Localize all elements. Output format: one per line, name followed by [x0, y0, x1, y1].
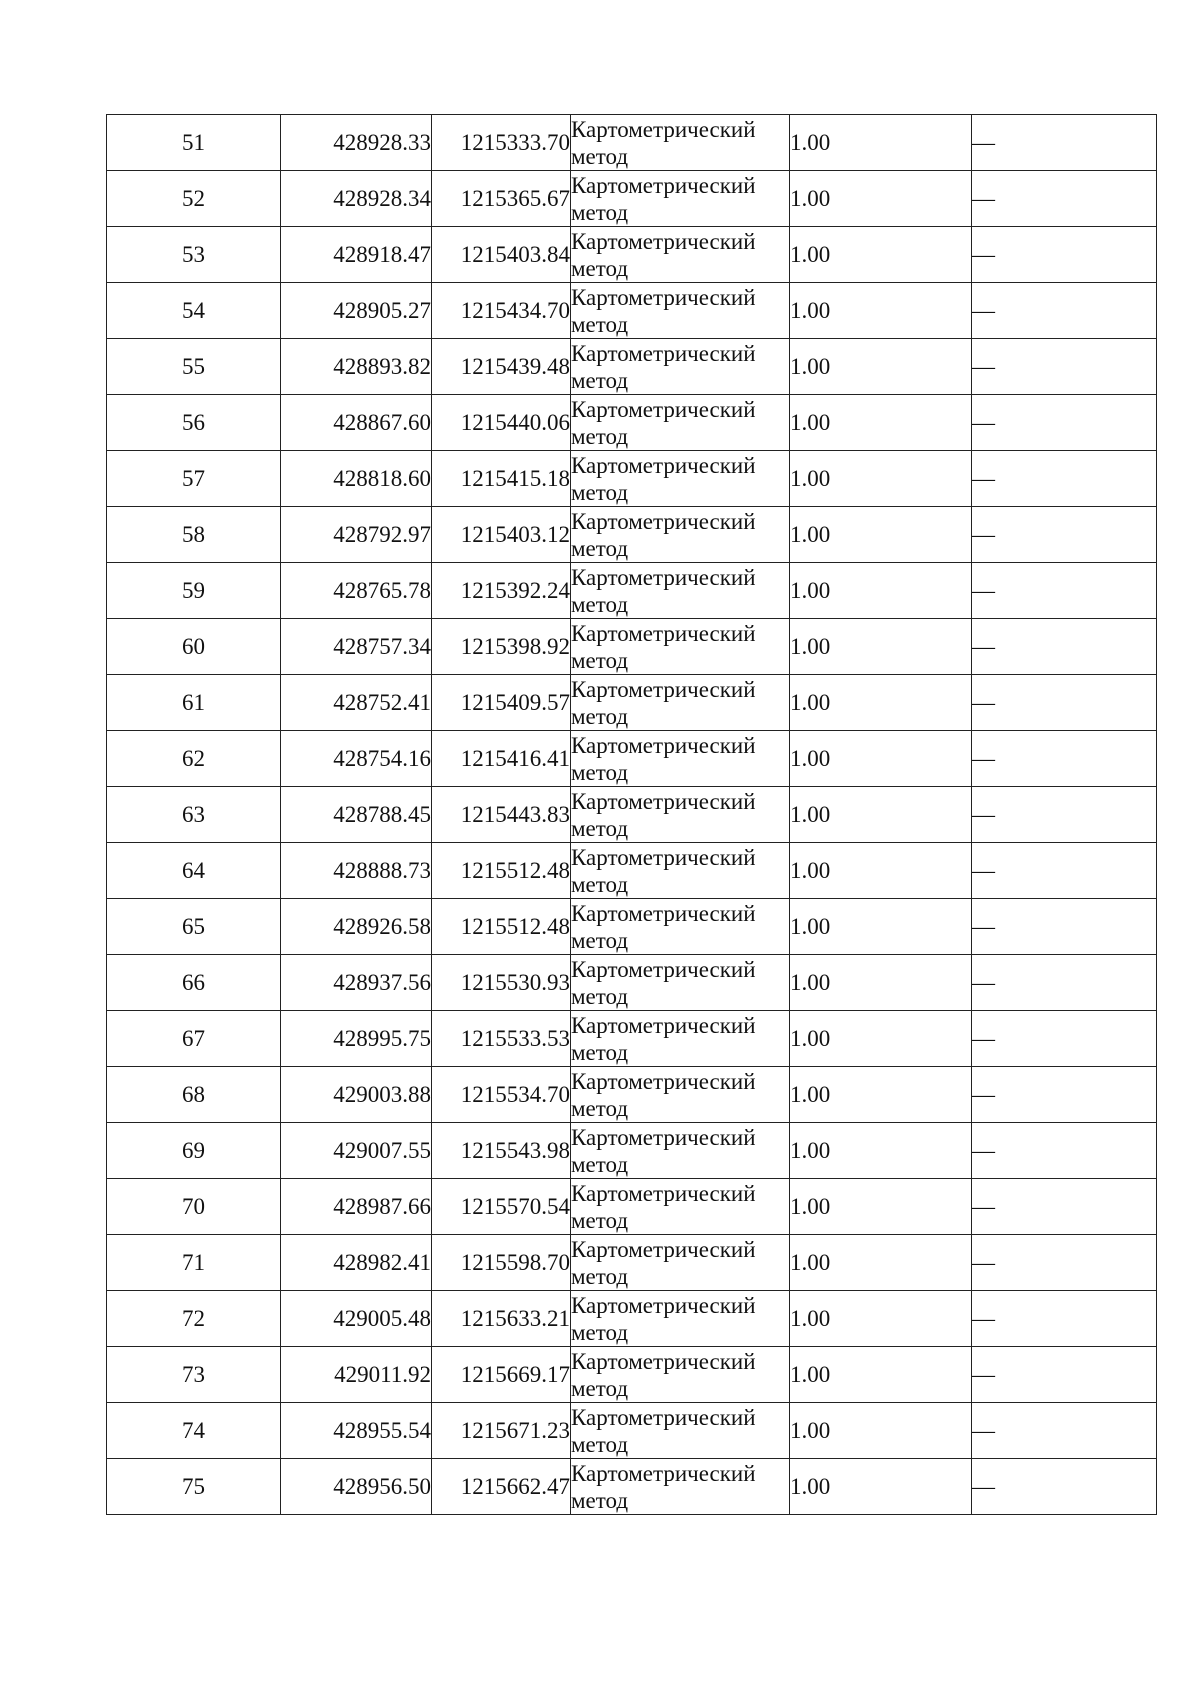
table-row — [107, 563, 1157, 619]
x-coordinate-cell: 428918.47 — [281, 227, 432, 283]
point-number-cell: 52 — [107, 171, 281, 227]
point-number-cell: 73 — [107, 1347, 281, 1403]
table-row — [107, 675, 1157, 731]
precision-cell: 1.00 — [790, 1403, 972, 1459]
method-line-2: метод — [571, 479, 629, 505]
description-cell: — — [972, 675, 1157, 731]
y-coordinate-cell: 1215392.24 — [432, 563, 571, 619]
precision-cell: 1.00 — [790, 675, 972, 731]
description-cell: — — [972, 1011, 1157, 1067]
precision-cell: 1.00 — [790, 507, 972, 563]
table-row — [107, 899, 1157, 955]
precision-cell: 1.00 — [790, 451, 972, 507]
method-line-2: метод — [571, 199, 629, 225]
point-number-cell: 67 — [107, 1011, 281, 1067]
method-line-1: Картометрический — [571, 620, 756, 646]
y-coordinate-cell: 1215669.17 — [432, 1347, 571, 1403]
method-line-2: метод — [571, 815, 629, 841]
method-line-1: Картометрический — [571, 788, 756, 814]
method-line-2: метод — [571, 1431, 629, 1457]
method-line-2: метод — [571, 1207, 629, 1233]
point-number-cell: 75 — [107, 1459, 281, 1515]
precision-cell: 1.00 — [790, 1347, 972, 1403]
x-coordinate-cell: 429007.55 — [281, 1123, 432, 1179]
method-cell — [571, 451, 790, 507]
method-cell — [571, 507, 790, 563]
y-coordinate-cell: 1215333.70 — [432, 115, 571, 171]
description-cell: — — [972, 451, 1157, 507]
table-row — [107, 115, 1157, 171]
precision-cell: 1.00 — [790, 1011, 972, 1067]
point-number-cell: 71 — [107, 1235, 281, 1291]
x-coordinate-cell: 428905.27 — [281, 283, 432, 339]
table-row — [107, 619, 1157, 675]
point-number-cell: 51 — [107, 115, 281, 171]
method-line-1: Картометрический — [571, 284, 756, 310]
method-line-2: метод — [571, 647, 629, 673]
precision-cell: 1.00 — [790, 955, 972, 1011]
point-number-cell: 65 — [107, 899, 281, 955]
method-line-2: метод — [571, 535, 629, 561]
table-row — [107, 955, 1157, 1011]
point-number-cell: 66 — [107, 955, 281, 1011]
method-cell — [571, 899, 790, 955]
point-number-cell: 69 — [107, 1123, 281, 1179]
precision-cell: 1.00 — [790, 1291, 972, 1347]
point-number-cell: 62 — [107, 731, 281, 787]
y-coordinate-cell: 1215671.23 — [432, 1403, 571, 1459]
description-cell: — — [972, 283, 1157, 339]
method-line-1: Картометрический — [571, 1012, 756, 1038]
point-number-cell: 74 — [107, 1403, 281, 1459]
x-coordinate-cell: 428792.97 — [281, 507, 432, 563]
precision-cell: 1.00 — [790, 171, 972, 227]
method-cell — [571, 1459, 790, 1515]
table-row — [107, 171, 1157, 227]
method-cell — [571, 1123, 790, 1179]
precision-cell: 1.00 — [790, 619, 972, 675]
method-line-1: Картометрический — [571, 396, 756, 422]
method-cell — [571, 955, 790, 1011]
table-row — [107, 1067, 1157, 1123]
method-line-2: метод — [571, 871, 629, 897]
method-line-2: метод — [571, 1487, 629, 1513]
method-cell — [571, 395, 790, 451]
method-line-2: метод — [571, 255, 629, 281]
method-line-2: метод — [571, 983, 629, 1009]
point-number-cell: 64 — [107, 843, 281, 899]
method-cell — [571, 563, 790, 619]
method-cell — [571, 171, 790, 227]
method-line-2: метод — [571, 1151, 629, 1177]
method-line-1: Картометрический — [571, 172, 756, 198]
y-coordinate-cell: 1215439.48 — [432, 339, 571, 395]
x-coordinate-cell: 428752.41 — [281, 675, 432, 731]
point-number-cell: 63 — [107, 787, 281, 843]
point-number-cell: 59 — [107, 563, 281, 619]
y-coordinate-cell: 1215365.67 — [432, 171, 571, 227]
description-cell: — — [972, 115, 1157, 171]
description-cell: — — [972, 731, 1157, 787]
x-coordinate-cell: 428928.33 — [281, 115, 432, 171]
table-row — [107, 227, 1157, 283]
point-number-cell: 72 — [107, 1291, 281, 1347]
x-coordinate-cell: 429005.48 — [281, 1291, 432, 1347]
method-cell — [571, 843, 790, 899]
method-line-1: Картометрический — [571, 844, 756, 870]
description-cell: — — [972, 1067, 1157, 1123]
y-coordinate-cell: 1215570.54 — [432, 1179, 571, 1235]
coordinates-table-body — [107, 115, 1157, 1515]
table-row — [107, 283, 1157, 339]
y-coordinate-cell: 1215512.48 — [432, 899, 571, 955]
x-coordinate-cell: 428893.82 — [281, 339, 432, 395]
table-row — [107, 451, 1157, 507]
method-line-1: Картометрический — [571, 1404, 756, 1430]
x-coordinate-cell: 428888.73 — [281, 843, 432, 899]
x-coordinate-cell: 428956.50 — [281, 1459, 432, 1515]
point-number-cell: 57 — [107, 451, 281, 507]
x-coordinate-cell: 428754.16 — [281, 731, 432, 787]
precision-cell: 1.00 — [790, 1123, 972, 1179]
table-row — [107, 1235, 1157, 1291]
y-coordinate-cell: 1215512.48 — [432, 843, 571, 899]
method-line-1: Картометрический — [571, 1460, 756, 1486]
method-line-2: метод — [571, 311, 629, 337]
description-cell: — — [972, 1459, 1157, 1515]
precision-cell: 1.00 — [790, 1067, 972, 1123]
method-cell — [571, 283, 790, 339]
precision-cell: 1.00 — [790, 339, 972, 395]
precision-cell: 1.00 — [790, 731, 972, 787]
table-row — [107, 1403, 1157, 1459]
precision-cell: 1.00 — [790, 115, 972, 171]
method-cell — [571, 1067, 790, 1123]
precision-cell: 1.00 — [790, 563, 972, 619]
point-number-cell: 61 — [107, 675, 281, 731]
x-coordinate-cell: 428765.78 — [281, 563, 432, 619]
description-cell: — — [972, 1123, 1157, 1179]
method-cell — [571, 115, 790, 171]
method-cell — [571, 1011, 790, 1067]
method-line-1: Картометрический — [571, 452, 756, 478]
description-cell: — — [972, 507, 1157, 563]
y-coordinate-cell: 1215443.83 — [432, 787, 571, 843]
precision-cell: 1.00 — [790, 395, 972, 451]
method-line-2: метод — [571, 1039, 629, 1065]
table-row — [107, 1459, 1157, 1515]
description-cell: — — [972, 563, 1157, 619]
y-coordinate-cell: 1215403.84 — [432, 227, 571, 283]
y-coordinate-cell: 1215534.70 — [432, 1067, 571, 1123]
table-row — [107, 787, 1157, 843]
precision-cell: 1.00 — [790, 787, 972, 843]
method-cell — [571, 227, 790, 283]
method-line-2: метод — [571, 1375, 629, 1401]
table-row — [107, 843, 1157, 899]
method-cell — [571, 1347, 790, 1403]
point-number-cell: 55 — [107, 339, 281, 395]
x-coordinate-cell: 428788.45 — [281, 787, 432, 843]
point-number-cell: 68 — [107, 1067, 281, 1123]
method-line-2: метод — [571, 703, 629, 729]
point-number-cell: 56 — [107, 395, 281, 451]
y-coordinate-cell: 1215434.70 — [432, 283, 571, 339]
method-cell — [571, 675, 790, 731]
precision-cell: 1.00 — [790, 1235, 972, 1291]
description-cell: — — [972, 395, 1157, 451]
description-cell: — — [972, 171, 1157, 227]
method-line-2: метод — [571, 591, 629, 617]
y-coordinate-cell: 1215662.47 — [432, 1459, 571, 1515]
precision-cell: 1.00 — [790, 1459, 972, 1515]
method-line-1: Картометрический — [571, 900, 756, 926]
x-coordinate-cell: 428928.34 — [281, 171, 432, 227]
method-line-1: Картометрический — [571, 1180, 756, 1206]
method-cell — [571, 787, 790, 843]
description-cell: — — [972, 1235, 1157, 1291]
method-line-1: Картометрический — [571, 564, 756, 590]
y-coordinate-cell: 1215398.92 — [432, 619, 571, 675]
method-line-2: метод — [571, 759, 629, 785]
description-cell: — — [972, 1347, 1157, 1403]
x-coordinate-cell: 428987.66 — [281, 1179, 432, 1235]
precision-cell: 1.00 — [790, 1179, 972, 1235]
method-line-2: метод — [571, 143, 629, 169]
method-line-1: Картометрический — [571, 1124, 756, 1150]
x-coordinate-cell: 428982.41 — [281, 1235, 432, 1291]
table-row — [107, 731, 1157, 787]
y-coordinate-cell: 1215530.93 — [432, 955, 571, 1011]
precision-cell: 1.00 — [790, 899, 972, 955]
coordinates-table — [106, 114, 1157, 1515]
method-line-1: Картометрический — [571, 508, 756, 534]
method-line-2: метод — [571, 423, 629, 449]
x-coordinate-cell: 429011.92 — [281, 1347, 432, 1403]
method-line-1: Картометрический — [571, 732, 756, 758]
table-row — [107, 1179, 1157, 1235]
method-cell — [571, 339, 790, 395]
method-line-1: Картометрический — [571, 1236, 756, 1262]
method-line-1: Картометрический — [571, 956, 756, 982]
x-coordinate-cell: 428867.60 — [281, 395, 432, 451]
method-cell — [571, 1403, 790, 1459]
description-cell: — — [972, 955, 1157, 1011]
method-line-2: метод — [571, 1263, 629, 1289]
table-row — [107, 1291, 1157, 1347]
method-line-1: Картометрический — [571, 116, 756, 142]
y-coordinate-cell: 1215598.70 — [432, 1235, 571, 1291]
y-coordinate-cell: 1215416.41 — [432, 731, 571, 787]
method-line-1: Картометрический — [571, 676, 756, 702]
point-number-cell: 60 — [107, 619, 281, 675]
method-cell — [571, 619, 790, 675]
description-cell: — — [972, 899, 1157, 955]
method-line-2: метод — [571, 367, 629, 393]
x-coordinate-cell: 428995.75 — [281, 1011, 432, 1067]
method-cell — [571, 1291, 790, 1347]
method-cell — [571, 731, 790, 787]
method-cell — [571, 1179, 790, 1235]
y-coordinate-cell: 1215533.53 — [432, 1011, 571, 1067]
method-line-2: метод — [571, 1319, 629, 1345]
y-coordinate-cell: 1215633.21 — [432, 1291, 571, 1347]
description-cell: — — [972, 787, 1157, 843]
table-row — [107, 1347, 1157, 1403]
x-coordinate-cell: 428937.56 — [281, 955, 432, 1011]
precision-cell: 1.00 — [790, 283, 972, 339]
description-cell: — — [972, 227, 1157, 283]
precision-cell: 1.00 — [790, 227, 972, 283]
method-line-2: метод — [571, 1095, 629, 1121]
table-row — [107, 507, 1157, 563]
method-cell — [571, 1235, 790, 1291]
x-coordinate-cell: 428955.54 — [281, 1403, 432, 1459]
y-coordinate-cell: 1215440.06 — [432, 395, 571, 451]
method-line-2: метод — [571, 927, 629, 953]
description-cell: — — [972, 1403, 1157, 1459]
table-row — [107, 1011, 1157, 1067]
point-number-cell: 70 — [107, 1179, 281, 1235]
y-coordinate-cell: 1215403.12 — [432, 507, 571, 563]
method-line-1: Картометрический — [571, 228, 756, 254]
method-line-1: Картометрический — [571, 1068, 756, 1094]
method-line-1: Картометрический — [571, 340, 756, 366]
method-line-1: Картометрический — [571, 1292, 756, 1318]
precision-cell: 1.00 — [790, 843, 972, 899]
point-number-cell: 54 — [107, 283, 281, 339]
x-coordinate-cell: 428926.58 — [281, 899, 432, 955]
table-row — [107, 395, 1157, 451]
description-cell: — — [972, 1291, 1157, 1347]
y-coordinate-cell: 1215543.98 — [432, 1123, 571, 1179]
point-number-cell: 53 — [107, 227, 281, 283]
description-cell: — — [972, 339, 1157, 395]
table-row — [107, 339, 1157, 395]
x-coordinate-cell: 428757.34 — [281, 619, 432, 675]
x-coordinate-cell: 428818.60 — [281, 451, 432, 507]
x-coordinate-cell: 429003.88 — [281, 1067, 432, 1123]
description-cell: — — [972, 1179, 1157, 1235]
y-coordinate-cell: 1215415.18 — [432, 451, 571, 507]
y-coordinate-cell: 1215409.57 — [432, 675, 571, 731]
table-row — [107, 1123, 1157, 1179]
description-cell: — — [972, 619, 1157, 675]
description-cell: — — [972, 843, 1157, 899]
method-line-1: Картометрический — [571, 1348, 756, 1374]
point-number-cell: 58 — [107, 507, 281, 563]
